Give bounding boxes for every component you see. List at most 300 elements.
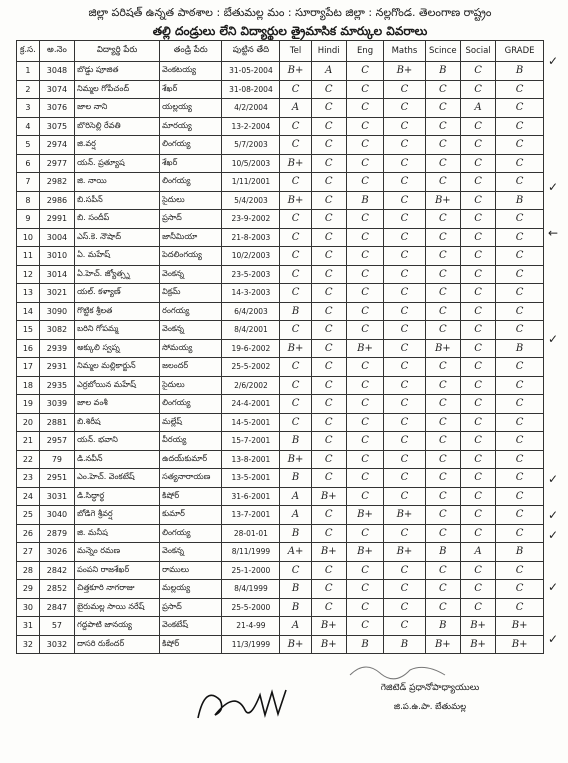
table-cell: 79 [39,450,74,469]
table-row [17,99,544,118]
table-header-row [17,41,544,62]
table-cell: C [346,358,383,377]
table-cell: C [425,173,460,192]
table-cell: B+ [460,635,495,654]
table-cell: C [384,99,425,118]
table-cell: B+ [460,617,495,636]
table-cell: C [280,376,311,395]
table-cell: C [460,506,495,525]
table-cell: C [311,524,346,543]
table-cell: 26 [17,524,40,543]
signature [190,680,300,730]
table-cell: 5/4/2003 [222,191,280,210]
column-header: Hindi [311,41,346,62]
table-cell: B [280,580,311,599]
table-cell: C [311,561,346,580]
table-cell: C [311,265,346,284]
table-cell: 17 [17,358,40,377]
table-cell: అక్కులి స్వప్న [75,339,160,358]
table-cell: B+ [311,617,346,636]
table-cell: C [425,154,460,173]
table-cell: C [384,302,425,321]
table-cell: C [384,580,425,599]
table-cell: వెంకటయ్య [160,62,222,81]
table-cell: నిమ్మల మల్లికార్జున్ [75,358,160,377]
table-cell: బి. సందీప్ [75,210,160,229]
table-row [17,210,544,229]
table-cell: 3021 [39,284,74,303]
table-cell: C [425,598,460,617]
table-cell: మల్లయ్య [160,580,222,599]
table-cell: C [311,506,346,525]
table-cell: B+ [496,635,544,654]
table-cell: 8/4/2001 [222,321,280,340]
table-cell: C [425,580,460,599]
table-cell: B+ [384,543,425,562]
table-cell: C [311,432,346,451]
table-cell: C [311,339,346,358]
table-cell: C [280,173,311,192]
table-cell: 21 [17,432,40,451]
table-cell: C [311,210,346,229]
check-icon: ✓ [548,54,559,68]
table-row [17,635,544,654]
table-cell: C [460,450,495,469]
table-cell: 8 [17,191,40,210]
table-cell: C [460,580,495,599]
table-row [17,228,544,247]
table-cell: మారయ్య [160,117,222,136]
table-row [17,580,544,599]
school-header: జిల్లా పరిషత్ ఉన్నత పాఠశాల : బేతుమల్ల మం : సూర్యాపేట జిల్లా : నల్లగొండ. తెలంగాణ రాష్ట్రం [88,6,492,19]
table-cell: 15 [17,321,40,340]
table-cell: C [425,432,460,451]
table-cell: C [346,487,383,506]
table-cell: B+ [425,635,460,654]
table-cell: జలందర్ [160,358,222,377]
table-cell: C [496,117,544,136]
table-cell: 3040 [39,506,74,525]
table-cell: కుమార్ [160,506,222,525]
table-cell: A [280,99,311,118]
table-cell: C [384,191,425,210]
table-cell: C [346,450,383,469]
table-cell: 7 [17,173,40,192]
table-cell: C [460,265,495,284]
table-cell: జాల నాని [75,99,160,118]
table-cell: C [384,228,425,247]
table-cell: C [384,617,425,636]
table-cell: C [460,284,495,303]
table-cell: C [496,302,544,321]
table-cell: 31-05-2004 [222,62,280,81]
table-cell: C [460,136,495,155]
table-cell: A [460,543,495,562]
table-cell: C [425,247,460,266]
column-header: క్ర.స. [17,41,40,62]
table-cell: C [384,154,425,173]
table-cell: యన్. భవాని [75,432,160,451]
table-row [17,469,544,488]
table-cell: C [280,561,311,580]
table-cell: మన్నెం రమణ [75,543,160,562]
table-cell: C [496,376,544,395]
table-cell: 32 [17,635,40,654]
table-cell: C [460,321,495,340]
table-cell: C [280,136,311,155]
table-cell: C [460,413,495,432]
table-cell: C [311,173,346,192]
table-cell: వెంకన్న [160,543,222,562]
table-cell: C [496,80,544,99]
table-cell: C [425,136,460,155]
table-cell: B+ [496,617,544,636]
table-row [17,265,544,284]
column-header: అ.నెం [39,41,74,62]
table-cell: C [496,395,544,414]
table-cell: C [346,302,383,321]
table-cell: కిషోర్ [160,487,222,506]
table-cell: C [384,173,425,192]
table-cell: 2935 [39,376,74,395]
table-cell: బొడ్డు పూజిత [75,62,160,81]
table-cell: C [346,210,383,229]
table-cell: 30 [17,598,40,617]
table-cell: A+ [280,543,311,562]
table-cell: సైదులు [160,191,222,210]
table-cell: 4 [17,117,40,136]
table-cell: చిత్తకూరి నాగరాజు [75,580,160,599]
table-cell: రాములు [160,561,222,580]
table-cell: 10/2/2003 [222,247,280,266]
table-cell: 6/4/2003 [222,302,280,321]
table-cell: C [460,228,495,247]
table-cell: C [346,376,383,395]
table-cell: 3048 [39,62,74,81]
table-cell: 25-5-2002 [222,358,280,377]
table-cell: లింగయ్య [160,395,222,414]
table-cell: C [346,580,383,599]
table-cell: C [425,376,460,395]
table-cell: 11 [17,247,40,266]
table-cell: జి. మనీష [75,524,160,543]
table-cell: C [460,395,495,414]
table-cell: 2931 [39,358,74,377]
table-cell: 19-6-2002 [222,339,280,358]
table-cell: C [311,191,346,210]
table-cell: బి.సపీన్ [75,191,160,210]
table-cell: C [496,173,544,192]
table-cell: C [496,99,544,118]
table-row [17,598,544,617]
table-cell: 31-08-2004 [222,80,280,99]
stamp-line-1: గెజిటెడ్ ప్రధానోపాధ్యాయులు [380,683,480,693]
table-row [17,173,544,192]
table-cell: 11/3/1999 [222,635,280,654]
table-cell: 10/5/2003 [222,154,280,173]
table-cell: B [280,524,311,543]
table-cell: C [460,117,495,136]
table-cell: C [346,154,383,173]
table-cell: B [346,191,383,210]
table-cell: C [384,469,425,488]
table-cell: C [311,302,346,321]
table-cell: యల్లయ్య [160,99,222,118]
table-cell: 2/6/2002 [222,376,280,395]
column-header: తండ్రి పేరు [160,41,222,62]
table-cell: 10 [17,228,40,247]
table-cell: C [280,117,311,136]
table-row [17,339,544,358]
table-cell: 1 [17,62,40,81]
table-cell: 27 [17,543,40,562]
table-cell: 28 [17,561,40,580]
table-cell: C [425,524,460,543]
table-cell: C [384,265,425,284]
table-cell: B [384,635,425,654]
table-cell: C [346,432,383,451]
table-cell: C [280,358,311,377]
table-cell: C [425,265,460,284]
table-cell: C [384,487,425,506]
table-cell: C [425,469,460,488]
table-cell: జి.వర్ష [75,136,160,155]
table-cell: 13 [17,284,40,303]
table-cell: C [496,210,544,229]
table-cell: C [280,228,311,247]
table-cell: C [384,339,425,358]
check-icon: ✓ [548,528,559,542]
table-cell: C [496,487,544,506]
table-cell: 12 [17,265,40,284]
table-cell: ఏ.హెచ్. జ్యోత్స్న [75,265,160,284]
table-cell: 14-3-2003 [222,284,280,303]
table-cell: C [311,117,346,136]
table-cell: C [384,598,425,617]
table-row [17,487,544,506]
column-header: Tel [280,41,311,62]
table-cell: యన్. ప్రత్యూష [75,154,160,173]
table-cell: 31 [17,617,40,636]
table-row [17,432,544,451]
table-cell: C [496,524,544,543]
table-cell: C [346,617,383,636]
table-row [17,302,544,321]
table-cell: C [425,117,460,136]
table-cell: 2939 [39,339,74,358]
table-cell: C [496,358,544,377]
table-row [17,524,544,543]
table-cell: పంపని రాజశేఖర్ [75,561,160,580]
table-cell: నిమ్మల గోపీచంద్ [75,80,160,99]
table-cell: C [460,191,495,210]
table-cell: C [425,413,460,432]
table-cell: C [425,506,460,525]
table-cell: C [460,302,495,321]
table-cell: 3 [17,99,40,118]
table-cell: C [425,358,460,377]
table-row [17,154,544,173]
table-cell: జి. నాయి [75,173,160,192]
table-cell: B [346,635,383,654]
column-header: పుట్టిన తేది [222,41,280,62]
table-cell: C [460,339,495,358]
table-cell: 23-9-2002 [222,210,280,229]
table-cell: 16 [17,339,40,358]
table-cell: శేఖర్ [160,154,222,173]
table-cell: C [460,247,495,266]
table-cell: C [460,376,495,395]
table-cell: C [311,580,346,599]
table-cell: C [346,395,383,414]
table-cell: 3010 [39,247,74,266]
table-cell: 28-01-01 [222,524,280,543]
table-cell: 3014 [39,265,74,284]
table-cell: 3076 [39,99,74,118]
table-cell: C [346,524,383,543]
table-cell: సత్యనారాయణ [160,469,222,488]
table-cell: C [280,321,311,340]
table-cell: C [280,210,311,229]
table-cell: C [425,99,460,118]
check-icon: ✓ [548,580,559,594]
table-cell: ప్రసాద్ [160,598,222,617]
table-cell: C [425,450,460,469]
table-cell: B [496,191,544,210]
table-cell: B+ [280,635,311,654]
table-cell: C [496,228,544,247]
table-cell: 25-5-2000 [222,598,280,617]
column-header: GRADE [496,41,544,62]
page-title: తల్లి దండ్రులు లేని విద్యార్థుల త్రైమాసిక మార్కుల వివరాలు [152,24,428,38]
table-cell: 3090 [39,302,74,321]
table-cell: 24 [17,487,40,506]
table-cell: B+ [346,339,383,358]
table-cell: సైదులు [160,376,222,395]
table-cell: శేఖర్ [160,80,222,99]
table-cell: C [346,228,383,247]
table-cell: 2957 [39,432,74,451]
table-cell: B+ [311,635,346,654]
table-cell: C [460,524,495,543]
table-cell: C [280,265,311,284]
table-cell: C [384,524,425,543]
table-cell: C [384,376,425,395]
table-cell: 2974 [39,136,74,155]
table-cell: 2977 [39,154,74,173]
table-cell: C [496,247,544,266]
table-cell: C [460,210,495,229]
check-icon: ✓ [548,332,559,346]
table-cell: C [384,395,425,414]
table-cell: B+ [280,450,311,469]
table-cell: C [311,136,346,155]
table-cell: C [346,117,383,136]
table-cell: 14-5-2001 [222,413,280,432]
table-row [17,247,544,266]
table-cell: 3032 [39,635,74,654]
table-cell: C [460,487,495,506]
table-cell: C [496,413,544,432]
table-cell: A [280,487,311,506]
table-cell: C [346,80,383,99]
table-cell: డి.నవీన్ [75,450,160,469]
table-cell: 3031 [39,487,74,506]
table-cell: C [311,154,346,173]
table-cell: వెంకన్న [160,321,222,340]
check-icon: ✓ [548,508,559,522]
table-cell: వీరయ్య [160,432,222,451]
table-cell: C [346,321,383,340]
table-cell: C [346,265,383,284]
table-cell: 3004 [39,228,74,247]
table-cell: 29 [17,580,40,599]
table-row [17,284,544,303]
table-cell: B [280,469,311,488]
table-row [17,617,544,636]
table-cell: 23 [17,469,40,488]
table-cell: B+ [346,506,383,525]
table-cell: B [496,62,544,81]
table-cell: C [460,154,495,173]
table-cell: 5/7/2003 [222,136,280,155]
table-cell: C [346,99,383,118]
scribble-mark [345,655,455,685]
column-header: విద్యార్థి పేరు [75,41,160,62]
table-cell: C [496,598,544,617]
table-cell: లింగయ్య [160,136,222,155]
table-cell: C [496,432,544,451]
table-cell: C [496,450,544,469]
table-cell: C [346,598,383,617]
table-cell: C [384,450,425,469]
table-cell: 3026 [39,543,74,562]
marks-table [16,40,544,654]
table-cell: C [496,561,544,580]
table-cell: 20 [17,413,40,432]
table-cell: C [460,173,495,192]
table-cell: C [460,358,495,377]
table-cell: 57 [39,617,74,636]
table-cell: B [280,598,311,617]
table-row [17,321,544,340]
table-cell: 1/11/2001 [222,173,280,192]
table-row [17,62,544,81]
table-cell: 2991 [39,210,74,229]
table-cell: B+ [280,191,311,210]
table-cell: C [425,228,460,247]
table-cell: C [384,321,425,340]
table-cell: 2986 [39,191,74,210]
table-cell: ఉదయ్‌కుమార్ [160,450,222,469]
table-cell: C [460,469,495,488]
table-cell: C [384,117,425,136]
table-cell: B [425,543,460,562]
table-cell: బోడిగె శ్రీవర్ష [75,506,160,525]
table-cell: A [311,62,346,81]
table-cell: 14 [17,302,40,321]
table-cell: C [460,432,495,451]
table-cell: C [496,506,544,525]
table-cell: 8/4/1999 [222,580,280,599]
table-cell: C [384,284,425,303]
stamp-line-2: జి.ప.ఉ.పా. బేతుమల్ల [393,702,467,712]
table-row [17,191,544,210]
check-icon: ✓ [548,472,559,486]
table-cell: B [280,302,311,321]
table-cell: C [460,62,495,81]
table-cell: గొట్టిక శ్రీలత [75,302,160,321]
